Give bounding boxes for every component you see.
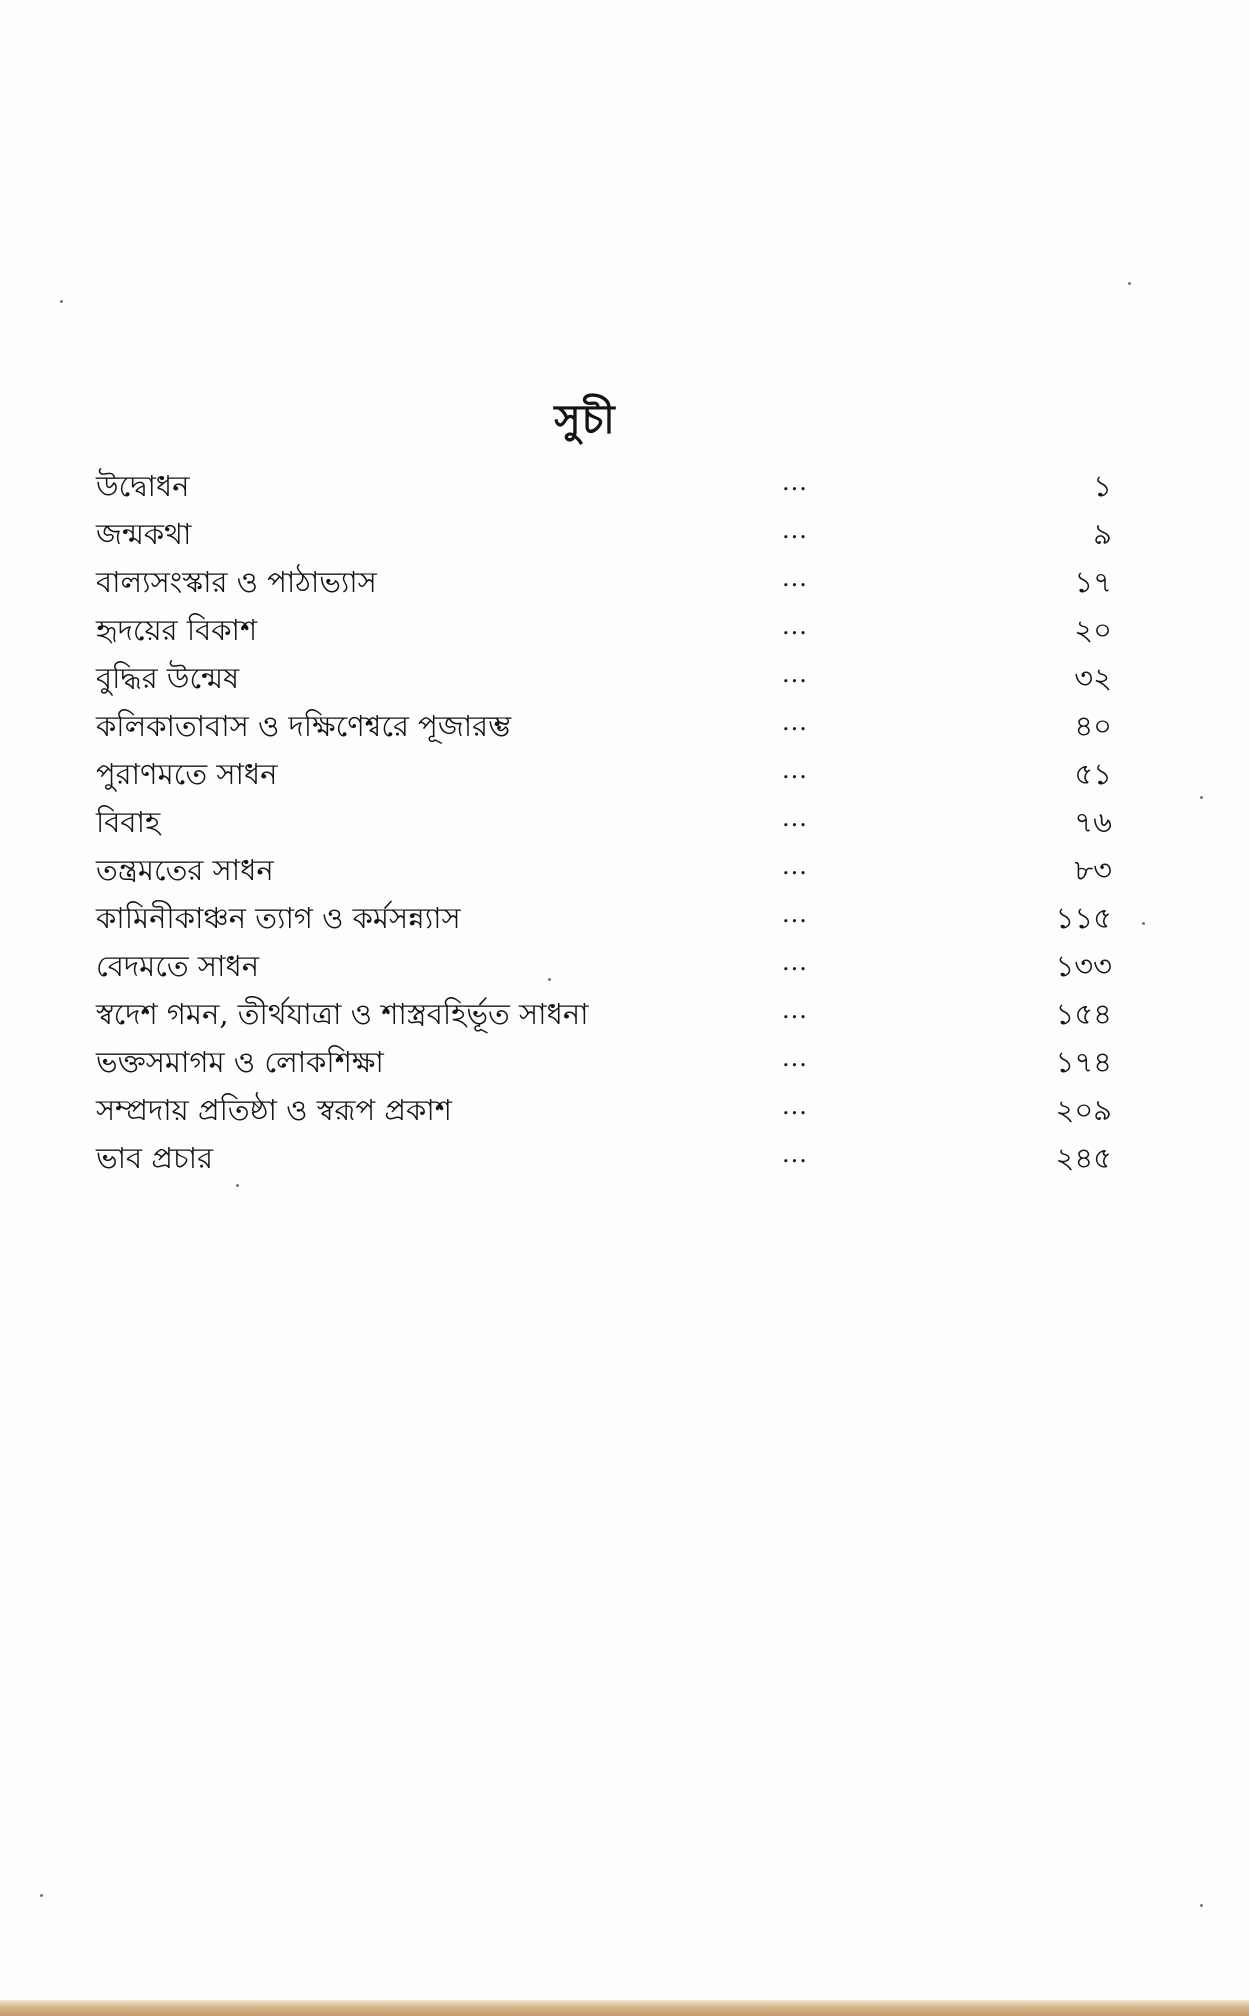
toc-entry: [96, 846, 1112, 894]
toc-entry-title: ভক্তসমাগম ও লোকশিক্ষা: [96, 1045, 384, 1079]
toc-leader-dots: ...: [782, 612, 808, 640]
toc-entry-title: পুরাণমতে সাধন: [96, 757, 278, 791]
toc-leader-dots: ...: [782, 804, 808, 832]
toc-entry: [96, 894, 1112, 942]
toc-page-number: ৫১: [1074, 757, 1112, 791]
toc-page-number: ১১৫: [1055, 901, 1112, 935]
toc-entry-title: বিবাহ: [96, 805, 161, 839]
paper-speck: [1142, 922, 1145, 925]
toc-entry: [96, 798, 1112, 846]
page-edge-strip: [0, 2000, 1249, 2016]
toc-leader-dots: ...: [782, 852, 808, 880]
toc-leader-dots: ...: [782, 660, 808, 688]
page-title: সুচী: [554, 396, 616, 443]
toc-entry-title: বুদ্ধির উন্মেষ: [96, 661, 240, 695]
toc-entry-title: তন্ত্রমতের সাধন: [96, 853, 274, 887]
toc-entry: [96, 942, 1112, 990]
paper-speck: [40, 1894, 43, 1897]
toc-entry: [96, 1038, 1112, 1086]
toc-page-number: ১৫৪: [1055, 997, 1112, 1031]
toc-entry-title: ভাব প্রচার: [96, 1141, 214, 1175]
toc-entry-title: উদ্বোধন: [96, 469, 190, 503]
toc-leader-dots: ...: [782, 516, 808, 544]
toc-entry-title: জন্মকথা: [96, 517, 192, 551]
paper-speck: [236, 1184, 239, 1187]
toc-page-number: ২০৯: [1055, 1093, 1112, 1127]
toc-leader-dots: ...: [782, 1092, 808, 1120]
paper-speck: [60, 300, 63, 303]
toc-page-number: ৩২: [1074, 661, 1112, 695]
toc-entry: [96, 750, 1112, 798]
toc-leader-dots: ...: [782, 948, 808, 976]
toc-entry: [96, 702, 1112, 750]
toc-page-number: ৪০: [1074, 709, 1112, 743]
toc-page-number: ২৪৫: [1055, 1141, 1112, 1175]
toc-leader-dots: ...: [782, 1140, 808, 1168]
toc-entry: [96, 1134, 1112, 1182]
toc-entry-title: সম্প্রদায় প্রতিষ্ঠা ও স্বরূপ প্রকাশ: [96, 1093, 452, 1127]
toc-entry-title: হৃদয়ের বিকাশ: [96, 613, 258, 647]
table-of-contents: [96, 462, 1112, 1182]
paper-speck: [1200, 1904, 1203, 1907]
toc-page-number: ১৭৪: [1055, 1045, 1112, 1079]
toc-entry: [96, 510, 1112, 558]
toc-entry: [96, 654, 1112, 702]
toc-leader-dots: ...: [782, 996, 808, 1024]
toc-page-number: ১৩৩: [1055, 949, 1112, 983]
toc-page-number: ১৭: [1074, 565, 1112, 599]
toc-leader-dots: ...: [782, 468, 808, 496]
toc-entry: [96, 1086, 1112, 1134]
toc-entry: [96, 462, 1112, 510]
paper-speck: [548, 978, 551, 981]
toc-leader-dots: ...: [782, 564, 808, 592]
toc-page-number: ১: [1093, 469, 1112, 503]
paper-speck: [1128, 282, 1131, 285]
toc-entry-title: কলিকাতাবাস ও দক্ষিণেশ্বরে পূজারম্ভ: [96, 709, 512, 743]
toc-page-number: ২০: [1074, 613, 1112, 647]
toc-entry: [96, 558, 1112, 606]
toc-entry-title: স্বদেশ গমন, তীর্থযাত্রা ও শাস্ত্রবহির্ভূত সাধনা: [96, 997, 589, 1031]
toc-page-number: ৮৩: [1074, 853, 1112, 887]
toc-page-number: ৯: [1093, 517, 1112, 551]
toc-entry-title: কামিনীকাঞ্চন ত্যাগ ও কর্মসন্ন্যাস: [96, 901, 461, 935]
toc-page-number: ৭৬: [1074, 805, 1112, 839]
toc-entry: [96, 990, 1112, 1038]
toc-leader-dots: ...: [782, 708, 808, 736]
paper-speck: [1200, 796, 1203, 799]
toc-entry-title: বাল্যসংস্কার ও পাঠাভ্যাস: [96, 565, 377, 599]
toc-entry: [96, 606, 1112, 654]
toc-entry-title: বেদমতে সাধন: [96, 949, 260, 983]
toc-leader-dots: ...: [782, 900, 808, 928]
toc-leader-dots: ...: [782, 756, 808, 784]
toc-leader-dots: ...: [782, 1044, 808, 1072]
